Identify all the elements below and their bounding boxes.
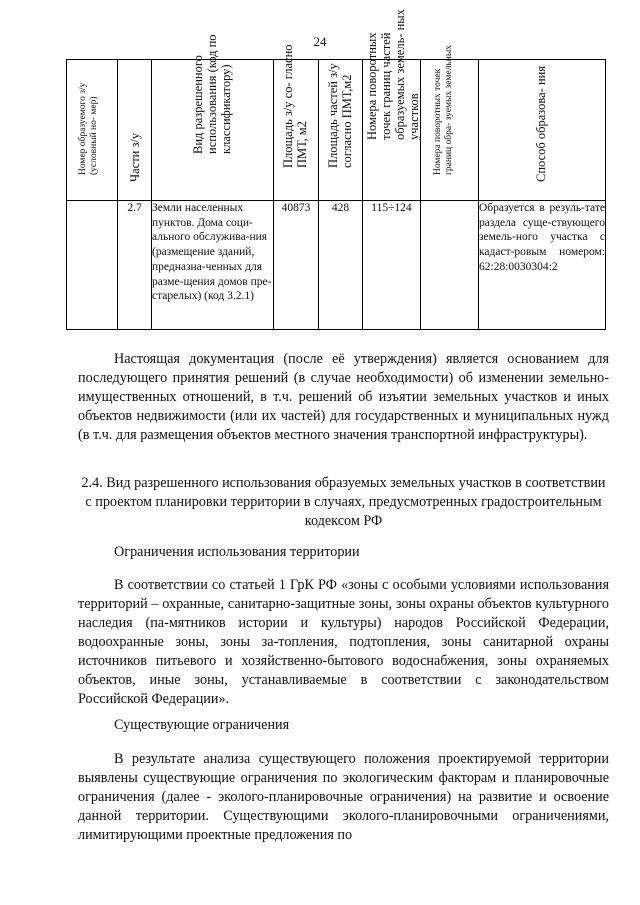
table-row [67,201,606,330]
header-points-parcels: Номера поворотных точек границ обра- зуемых земельных [432,44,454,175]
paragraph-documentation: Настоящая документация (после её утверждения) является основанием для последующего принятия решений (в случае необходимости) об изменении земельно-имущественных отношений, в т.ч. решений об изъятии земельных участков и иных объектов недвижимости (или их частей) для государственных и муниципальных нужд (в т.ч. для размещения объектов местного значения транспортной инфраструктуры). [78,351,609,443]
header-part-area: Площадь частей з/у согласно ПМТ,м2 [325,63,354,168]
page-number: 24 [313,34,327,49]
header-cell [67,60,118,201]
cell-part: 2.7 [118,201,152,330]
cell-points-parcels [421,201,479,330]
section-heading: 2.4. Вид разрешенного использования образуемых земельных участков в соответствии с проектом планировки территории в случаях, предусмотренных градостроительным кодексом РФ [81,475,606,529]
cell-use-type: Земли населенных пунктов. Дома соци-ального обслужива-ния (размещение зданий, предназна-ченных для разме-щения домов пре-старелых) (код 3.2.1) [152,201,274,330]
header-area: Площадь з/у со- гласно ПМТ, м2 [281,44,309,168]
header-cell [118,60,152,201]
cell-area: 40873 [274,201,319,330]
header-cell [421,44,479,201]
header-cell [319,60,363,201]
paragraph-zones: В соответствии со статьей 1 ГрК РФ «зоны с особыми условиями использования территорий – охранные, санитарно-защитные зоны, зоны охраны объектов культурного наследия (па-мятников истории и культуры) народов Российской Федерации, водоохранные зоны, зоны за-топления, подтопления, зоны санитарной охраны источников питьевого и хозяйственно-бытового водоснабжения, зоны охраняемых объектов, иные зоны, устанавливаемые в соответствии с законодательством Российской Федерации». [78,577,609,707]
cell-method: Образуется в резуль-тате раздела суще-ствующего земель-ного участка с кадаст-ровым номером: 62:28:0030304:2 [479,201,606,330]
header-cell [479,60,606,201]
header-cell [274,44,319,201]
subheading-restrictions: Ограничения использования территории [114,544,360,560]
paragraph-analysis: В результате анализа существующего положения проектируемой территории выявлены существующие ограничения по экологическим факторам и планировочные ограничения (далее - эколого-планировочные ограничения) на развитие и освоение данной территории. Существующими эколого-планировочными ограничениями, лимитирующими проектные предложения по [78,751,609,843]
header-part: Части з/у [127,132,142,182]
parcel-table [66,9,606,330]
header-cell [152,34,274,201]
header-cell [363,9,421,201]
cell-points-parts: 115÷124 [363,201,421,330]
header-points-parts: Номера поворотных точек границ частей образуемых земель- ных участков [364,9,421,140]
header-use-type: Вид разрешенного использования (код по классификатору) [190,34,233,154]
cell-number [67,201,118,330]
cell-part-area: 428 [319,201,363,330]
header-method: Способ образова- ния [534,65,548,182]
subheading-existing: Существующие ограничения [114,717,290,733]
table-header-row [67,60,606,201]
header-number: Номер образуемого з/у (условный но- мер) [78,82,99,175]
